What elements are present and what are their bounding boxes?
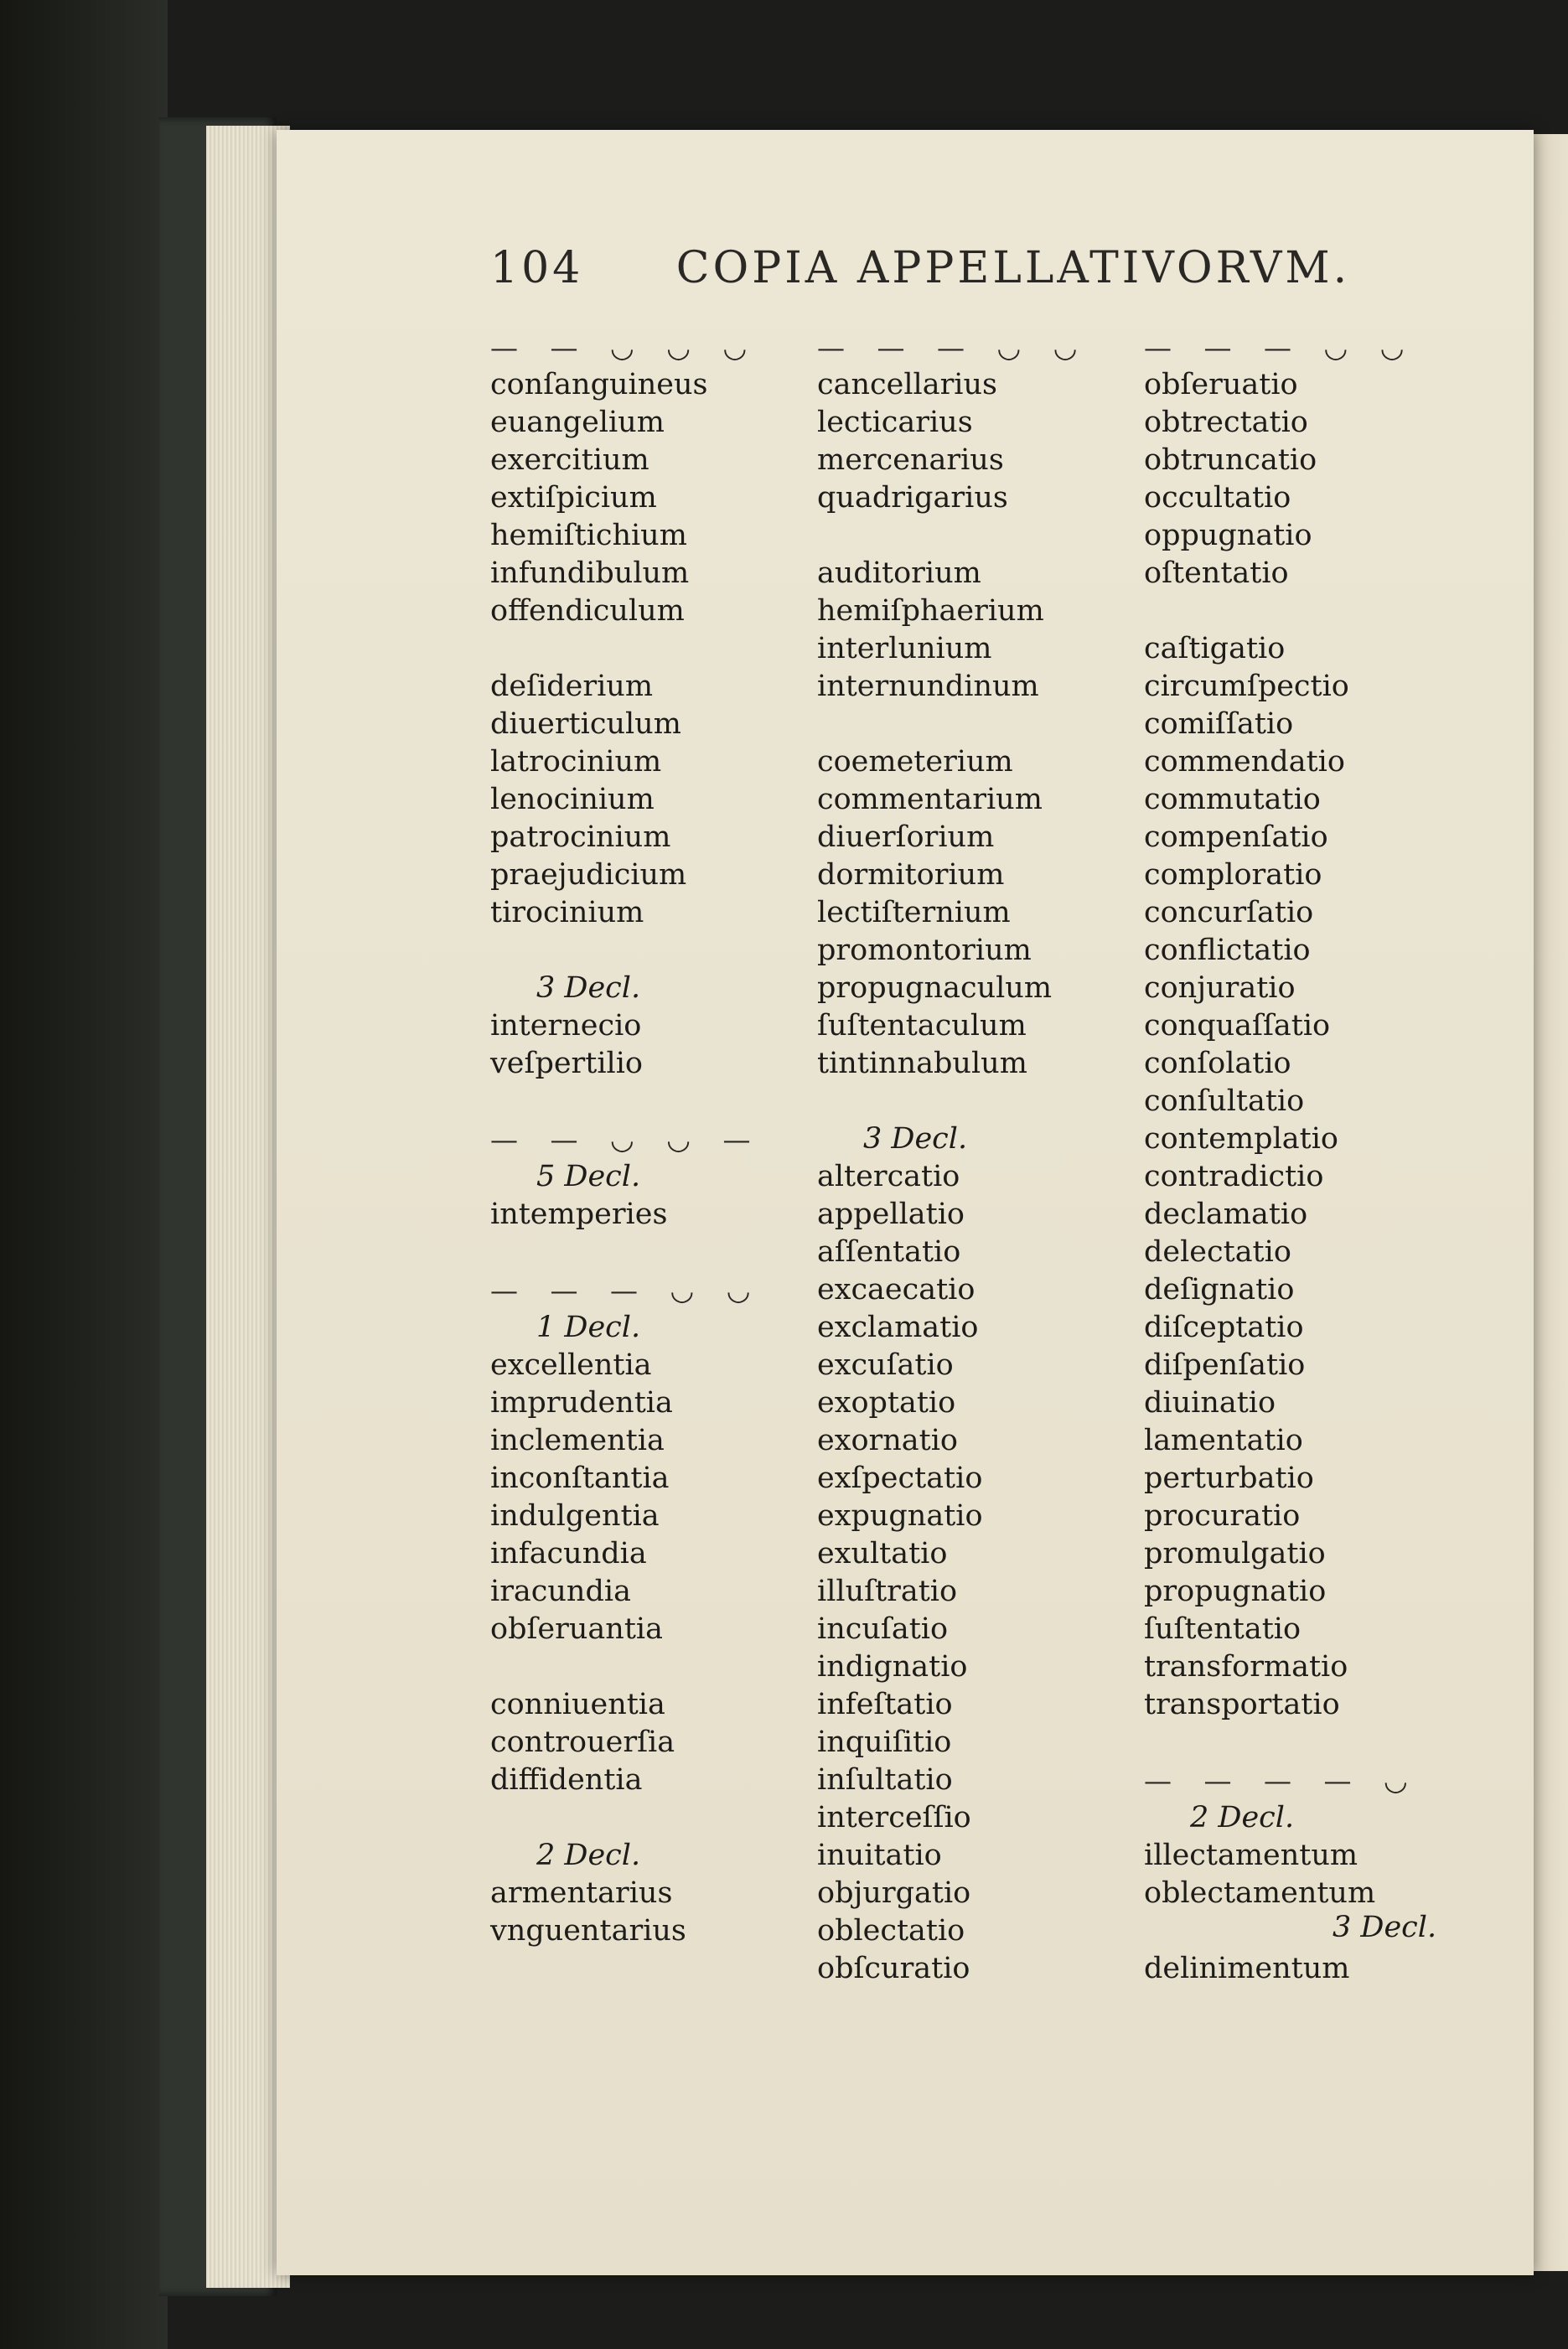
word-entry: internecio [490, 1009, 642, 1043]
word-entry: obtrectatio [1144, 406, 1308, 439]
word-entry: conſanguineus [490, 368, 708, 401]
word-entry: tirocinium [490, 896, 644, 929]
word-entry: promontorium [817, 934, 1032, 967]
word-entry: interceſſio [817, 1801, 971, 1834]
meter-pattern: — — ◡ ◡ ◡ [490, 331, 759, 364]
word-entry: indulgentia [490, 1499, 660, 1533]
meter-pattern: — — — ◡ ◡ [490, 1274, 763, 1306]
word-entry: diuerticulum [490, 707, 681, 741]
word-entry: compenſatio [1144, 820, 1328, 854]
word-entry: inconſtantia [490, 1462, 670, 1495]
meter-pattern: — — — ◡ ◡ [1144, 331, 1416, 364]
catchword: 3 Decl. [1333, 1911, 1437, 1944]
word-entry: veſpertilio [490, 1047, 644, 1080]
word-entry: conſultatio [1144, 1084, 1305, 1118]
word-entry: obtruncatio [1144, 443, 1317, 477]
word-entry: controuerſia [490, 1726, 675, 1759]
word-entry: commentarium [817, 783, 1043, 816]
word-entry: illuſtratio [817, 1575, 958, 1608]
word-entry: conniuentia [490, 1688, 665, 1721]
word-entry: exſpectatio [817, 1462, 983, 1495]
spacer [817, 517, 1089, 555]
word-entry: commendatio [1144, 745, 1345, 779]
word-entry: infacundia [490, 1537, 647, 1570]
word-entry: transformatio [1144, 1650, 1348, 1684]
word-entry: imprudentia [490, 1386, 673, 1420]
word-entry: exclamatio [817, 1311, 979, 1344]
word-entry: excellentia [490, 1348, 652, 1382]
word-column-3 [1144, 329, 1420, 1988]
word-entry: dormitorium [817, 858, 1005, 892]
word-entry: hemiſtichium [490, 519, 687, 552]
word-entry: exercitium [490, 443, 649, 477]
word-entry: altercatio [817, 1160, 960, 1193]
word-entry: lecticarius [817, 406, 973, 439]
word-entry: patrocinium [490, 820, 671, 854]
word-entry: comiſſatio [1144, 707, 1294, 741]
word-entry: deſignatio [1144, 1273, 1295, 1306]
word-entry: obſcuratio [817, 1952, 970, 1985]
word-entry: diſceptatio [1144, 1311, 1304, 1344]
word-column-1 [490, 329, 763, 1950]
word-entry: conſolatio [1144, 1047, 1291, 1080]
word-entry: diſpenſatio [1144, 1348, 1306, 1382]
word-entry: exoptatio [817, 1386, 956, 1420]
declension-heading: 5 Decl. [536, 1160, 641, 1193]
word-entry: deſiderium [490, 670, 654, 703]
page-number: 104 [490, 243, 584, 293]
word-entry: occultatio [1144, 481, 1291, 515]
word-entry: lenocinium [490, 783, 655, 816]
spacer [490, 932, 763, 970]
word-entry: praejudicium [490, 858, 687, 892]
word-entry: illectamentum [1144, 1839, 1358, 1872]
word-entry: expugnatio [817, 1499, 983, 1533]
declension-heading: 1 Decl. [536, 1311, 641, 1344]
word-entry: contradictio [1144, 1160, 1324, 1193]
word-entry: propugnatio [1144, 1575, 1327, 1608]
word-entry: promulgatio [1144, 1537, 1326, 1570]
word-entry: declamatio [1144, 1198, 1308, 1231]
meter-pattern: — — — ◡ ◡ [817, 331, 1089, 364]
word-entry: oblectamentum [1144, 1876, 1376, 1910]
word-entry: lamentatio [1144, 1424, 1303, 1457]
declension-heading: 2 Decl. [536, 1839, 641, 1872]
word-entry: indignatio [817, 1650, 968, 1684]
word-entry: aſſentatio [817, 1235, 961, 1269]
word-entry: ſuſtentatio [1144, 1612, 1301, 1646]
word-entry: conjuratio [1144, 971, 1296, 1005]
word-entry: commutatio [1144, 783, 1321, 816]
word-entry: iracundia [490, 1575, 631, 1608]
spacer [1144, 592, 1420, 630]
word-entry: obſeruantia [490, 1612, 663, 1646]
spacer [817, 1083, 1089, 1120]
declension-heading: 2 Decl. [1190, 1801, 1295, 1834]
word-entry: mercenarius [817, 443, 1004, 477]
word-entry: excuſatio [817, 1348, 954, 1382]
word-entry: internundinum [817, 670, 1039, 703]
word-entry: oſtentatio [1144, 556, 1289, 590]
word-entry: appellatio [817, 1198, 965, 1231]
meter-pattern: — — ◡ ◡ — [490, 1123, 763, 1156]
spacer [490, 1234, 763, 1271]
word-entry: inquiſitio [817, 1726, 952, 1759]
page-title: COPIA APPELLATIVORVM. [675, 243, 1351, 293]
word-entry: extiſpicium [490, 481, 657, 515]
word-entry: armentarius [490, 1876, 673, 1910]
declension-heading: 3 Decl. [536, 971, 641, 1005]
meter-pattern: — — — — ◡ [1144, 1764, 1420, 1797]
word-entry: cancellarius [817, 368, 998, 401]
word-entry: infundibulum [490, 556, 690, 590]
word-entry: exornatio [817, 1424, 958, 1457]
word-entry: infeſtatio [817, 1688, 953, 1721]
word-entry: oppugnatio [1144, 519, 1312, 552]
word-entry: auditorium [817, 556, 981, 590]
word-entry: vnguentarius [490, 1914, 686, 1948]
word-entry: perturbatio [1144, 1462, 1314, 1495]
word-entry: obſeruatio [1144, 368, 1298, 401]
word-entry: diffidentia [490, 1763, 643, 1797]
declension-heading: 3 Decl. [863, 1122, 968, 1156]
word-entry: circumſpectio [1144, 670, 1349, 703]
spacer [490, 1799, 763, 1837]
word-entry: diuinatio [1144, 1386, 1276, 1420]
word-entry: concurſatio [1144, 896, 1314, 929]
spacer [490, 1648, 763, 1686]
word-entry: transportatio [1144, 1688, 1340, 1721]
word-entry: inſultatio [817, 1763, 953, 1797]
word-entry: quadrigarius [817, 481, 1008, 515]
running-header [490, 243, 1350, 293]
word-entry: interlunium [817, 632, 992, 665]
word-entry: intemperies [490, 1198, 668, 1231]
word-entry: conflictatio [1144, 934, 1311, 967]
spacer [817, 706, 1089, 743]
spacer [490, 1083, 763, 1120]
word-entry: delinimentum [1144, 1952, 1350, 1985]
word-entry: incuſatio [817, 1612, 949, 1646]
word-entry: ſuſtentaculum [817, 1009, 1027, 1043]
word-entry: conquaſſatio [1144, 1009, 1331, 1043]
word-entry: inuitatio [817, 1839, 942, 1872]
word-entry: latrocinium [490, 745, 662, 779]
word-entry: objurgatio [817, 1876, 971, 1910]
spacer [1144, 1724, 1420, 1762]
word-entry: coemeterium [817, 745, 1013, 779]
word-entry: hemiſphaerium [817, 594, 1044, 628]
word-column-2 [817, 329, 1089, 1988]
word-entry: exultatio [817, 1537, 948, 1570]
word-entry: inclementia [490, 1424, 665, 1457]
word-entry: tintinnabulum [817, 1047, 1027, 1080]
word-entry: comploratio [1144, 858, 1322, 892]
word-entry: lectiſternium [817, 896, 1011, 929]
word-entry: caſtigatio [1144, 632, 1286, 665]
word-entry: offendiculum [490, 594, 685, 628]
word-entry: diuerſorium [817, 820, 995, 854]
word-entry: procuratio [1144, 1499, 1301, 1533]
word-entry: contemplatio [1144, 1122, 1338, 1156]
word-entry: euangelium [490, 406, 665, 439]
word-entry: propugnaculum [817, 971, 1053, 1005]
word-entry: delectatio [1144, 1235, 1291, 1269]
spacer [490, 630, 763, 668]
word-entry: excaecatio [817, 1273, 975, 1306]
book-cover-left [0, 0, 168, 2349]
word-entry: oblectatio [817, 1914, 965, 1948]
